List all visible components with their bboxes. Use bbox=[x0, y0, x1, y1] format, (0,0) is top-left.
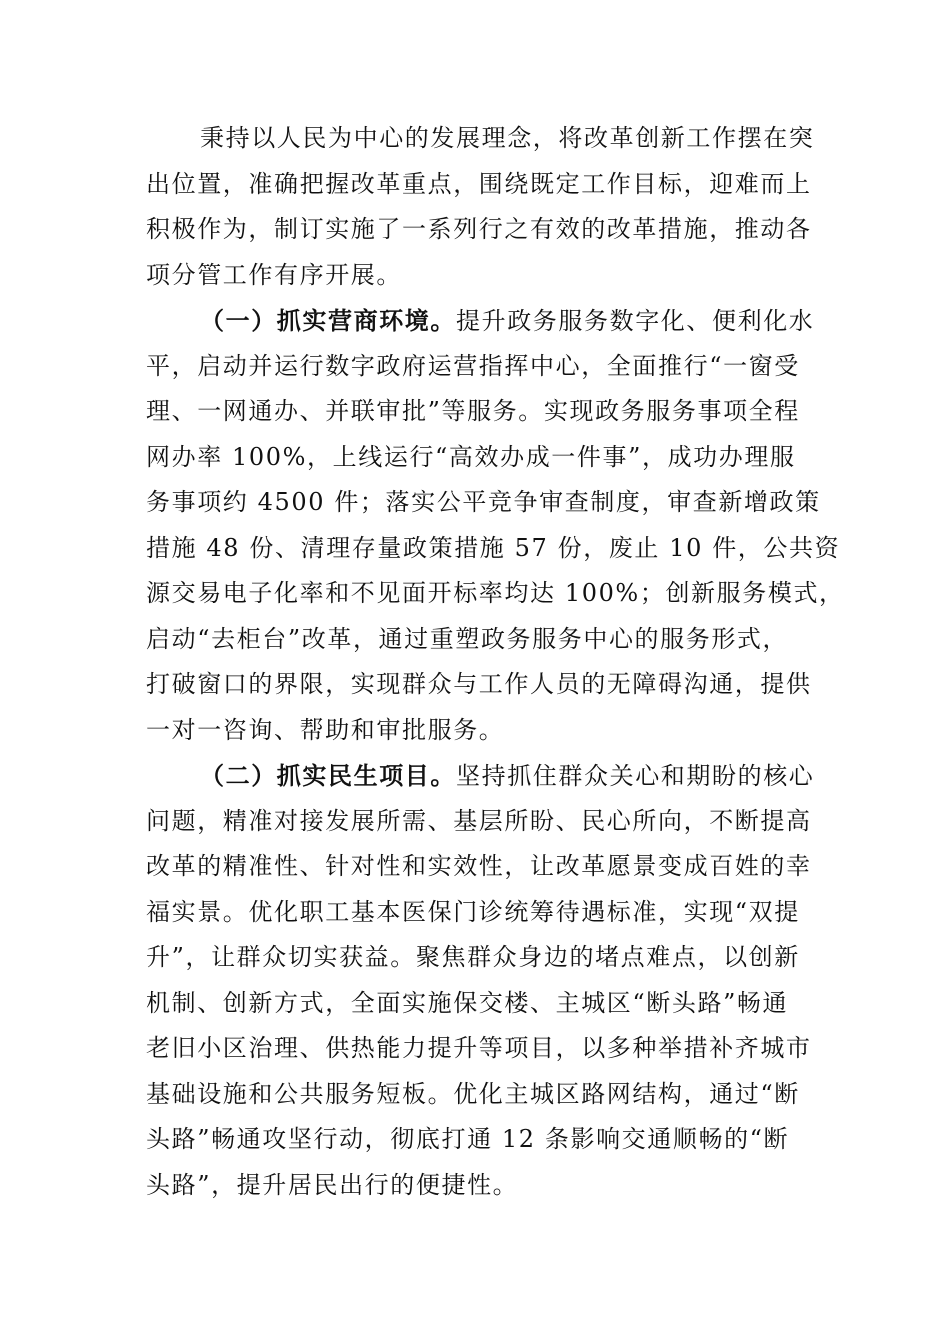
paragraph-3-line-3: 改革的精准性、针对性和实效性，让改革愿景变成百姓的幸 bbox=[146, 852, 812, 880]
paragraph-2-line-2: 平，启动并运行数字政府运营指挥中心，全面推行“一窗受 bbox=[146, 351, 800, 380]
paragraph-3-line-6: 机制、创新方式，全面实施保交楼、主城区“断头路”畅通 bbox=[146, 988, 789, 1017]
paragraph-3-line-2: 问题，精准对接发展所需、基层所盼、民心所向，不断提高 bbox=[146, 806, 812, 835]
paragraph-2-first-line-text: 提升政务服务数字化、便利化水 bbox=[456, 307, 815, 335]
paragraph-3-first-line-text: 坚持抓住群众关心和期盼的核心 bbox=[456, 762, 815, 790]
section-heading-1: （一）抓实营商环境。 bbox=[200, 306, 456, 335]
paragraph-2-line-4: 网办率 100%，上线运行“高效办成一件事”，成功办理服 bbox=[146, 442, 796, 471]
paragraph-2-line-6: 措施 48 份、清理存量政策措施 57 份，废止 10 件，公共资 bbox=[146, 533, 841, 562]
paragraph-3-line-4: 福实景。优化职工基本医保门诊统筹待遇标准，实现“双提 bbox=[146, 897, 800, 926]
section-heading-2: （二）抓实民生项目。 bbox=[200, 761, 456, 790]
paragraph-1-line-4: 项分管工作有序开展。 bbox=[146, 260, 402, 289]
paragraph-1-line-2: 出位置，准确把握改革重点，围绕既定工作目标，迎难而上 bbox=[146, 169, 812, 198]
paragraph-3-line-8: 基础设施和公共服务短板。优化主城区路网结构，通过“断 bbox=[146, 1079, 800, 1108]
paragraph-1-line-1: 秉持以人民为中心的发展理念，将改革创新工作摆在突 bbox=[200, 124, 815, 152]
paragraph-2-line-8: 启动“去柜台”改革，通过重塑政务服务中心的服务形式， bbox=[146, 624, 789, 653]
paragraph-3-line-7: 老旧小区治理、供热能力提升等项目，以多种举措补齐城市 bbox=[146, 1034, 812, 1062]
paragraph-3-line-9: 头路”畅通攻坚行动，彻底打通 12 条影响交通顺畅的“断 bbox=[146, 1125, 790, 1153]
paragraph-3-line-10: 头路”，提升居民出行的便捷性。 bbox=[146, 1170, 519, 1199]
paragraph-1-line-3: 积极作为，制订实施了一系列行之有效的改革措施，推动各 bbox=[146, 215, 812, 243]
paragraph-2-line-9: 打破窗口的界限，实现群众与工作人员的无障碍沟通，提供 bbox=[146, 670, 812, 698]
paragraph-3-line-5: 升”，让群众切实获益。聚焦群众身边的堵点难点，以创新 bbox=[146, 943, 800, 971]
paragraph-2-line-1 bbox=[146, 298, 818, 344]
paragraph-2-line-7: 源交易电子化率和不见面开标率均达 100%；创新服务模式， bbox=[146, 579, 845, 607]
document-body bbox=[146, 116, 845, 1208]
paragraph-2-line-5: 务事项约 4500 件；落实公平竞争审查制度，审查新增政策 bbox=[146, 488, 821, 516]
paragraph-2-line-3: 理、一网通办、并联审批”等服务。实现政务服务事项全程 bbox=[146, 397, 800, 425]
paragraph-2-line-10: 一对一咨询、帮助和审批服务。 bbox=[146, 715, 505, 744]
paragraph-3-line-1 bbox=[146, 753, 818, 799]
